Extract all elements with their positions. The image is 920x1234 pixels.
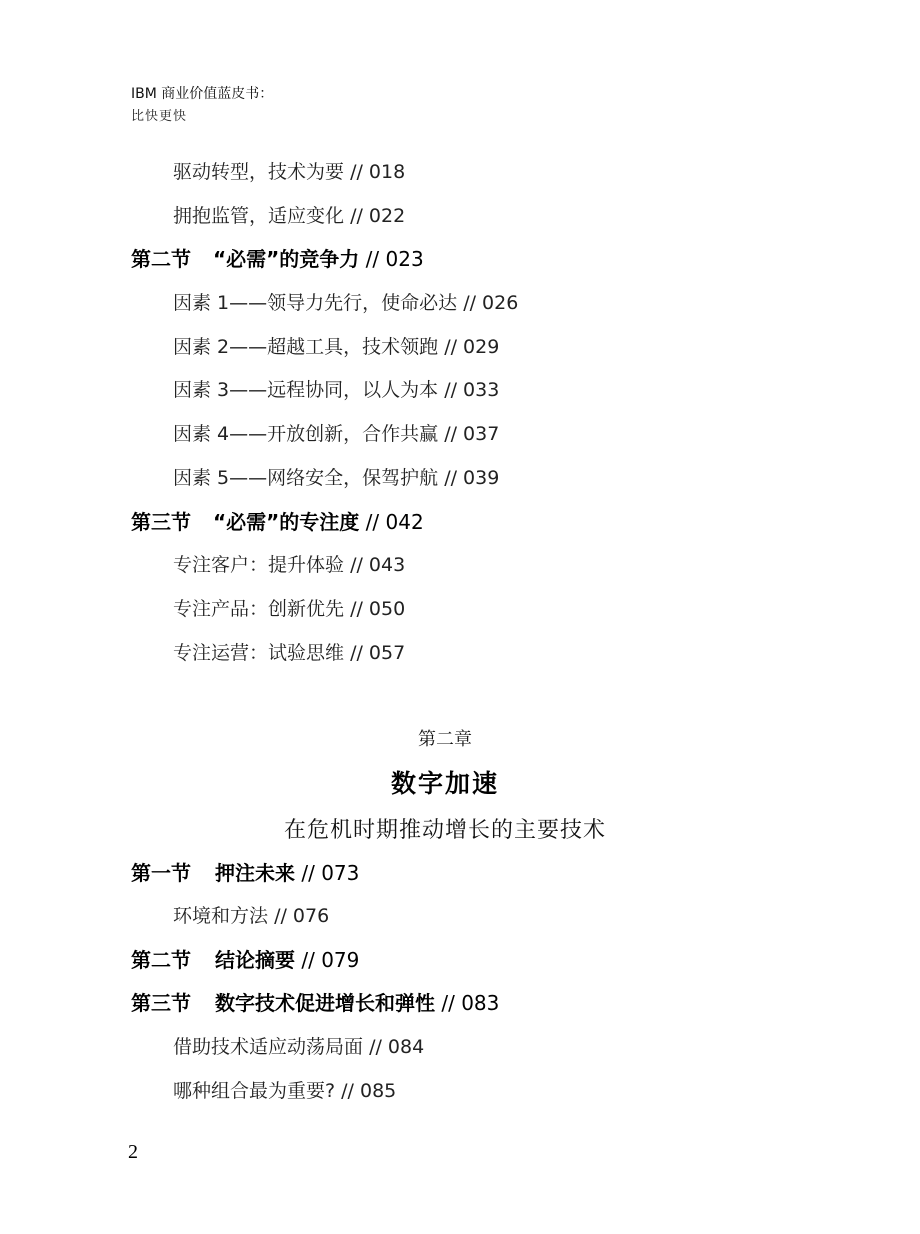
section-title: “必需”的竞争力 — [213, 247, 360, 271]
toc-entry-text: 拥抱监管，适应变化 — [173, 205, 345, 227]
toc-entry-text: 因素 2——超越工具，技术领跑 — [173, 336, 439, 358]
toc-section-heading[interactable] — [131, 508, 424, 536]
toc-section-heading[interactable] — [131, 859, 359, 887]
toc-entry[interactable] — [173, 376, 499, 404]
toc-entry[interactable] — [173, 551, 405, 579]
toc-entry-text: 专注客户：提升体验 — [173, 554, 345, 576]
toc-entry[interactable] — [173, 202, 405, 230]
toc-entry-text: 因素 5——网络安全，保驾护航 — [173, 467, 439, 489]
toc-entry-page: // 050 — [350, 598, 406, 620]
toc-entry-text: 借助技术适应动荡局面 — [173, 1036, 364, 1058]
chapter-title: 数字加速 — [390, 769, 499, 798]
toc-section-heading[interactable] — [131, 245, 424, 273]
toc-entry[interactable] — [173, 1033, 424, 1061]
toc-entry[interactable] — [173, 639, 405, 667]
section-label: 第二节 — [131, 247, 191, 271]
toc-entry-text: 因素 1——领导力先行，使命必达 — [173, 292, 458, 314]
section-page: // 023 — [365, 247, 424, 271]
toc-entry-text: 哪种组合最为重要? — [173, 1080, 336, 1102]
section-label: 第二节 — [131, 948, 191, 972]
book-title: IBM 商业价值蓝皮书： — [131, 86, 274, 102]
toc-entry-page: // 022 — [350, 205, 406, 227]
toc-entry-text: 环境和方法 — [173, 905, 269, 927]
toc-section-heading[interactable] — [131, 989, 499, 1017]
page-number: 2 — [128, 1141, 138, 1163]
toc-entry[interactable] — [173, 595, 405, 623]
section-label: 第一节 — [131, 861, 191, 885]
book-subtitle: 比快更快 — [131, 109, 188, 124]
toc-section-heading[interactable] — [131, 946, 359, 974]
toc-entry-text: 驱动转型，技术为要 — [173, 161, 345, 183]
toc-entry[interactable] — [173, 333, 499, 361]
toc-entry-text: 专注产品：创新优先 — [173, 598, 345, 620]
toc-entry[interactable] — [173, 902, 329, 930]
section-title: “必需”的专注度 — [213, 510, 360, 534]
toc-entry[interactable] — [173, 158, 405, 186]
section-page: // 083 — [441, 991, 500, 1015]
section-page: // 073 — [301, 861, 360, 885]
chapter-subtitle: 在危机时期推动增长的主要技术 — [283, 818, 606, 843]
chapter-label: 第二章 — [418, 729, 472, 750]
section-page: // 042 — [365, 510, 424, 534]
section-label: 第三节 — [131, 991, 191, 1015]
toc-entry[interactable] — [173, 464, 499, 492]
toc-entry-page: // 043 — [350, 554, 406, 576]
toc-entry-page: // 039 — [444, 467, 500, 489]
running-header — [131, 84, 273, 127]
section-title: 结论摘要 — [215, 948, 295, 972]
toc-entry[interactable] — [173, 420, 499, 448]
toc-entry-page: // 076 — [274, 905, 330, 927]
section-label: 第三节 — [131, 510, 191, 534]
toc-entry-page: // 033 — [444, 379, 500, 401]
section-title: 数字技术促进增长和弹性 — [215, 991, 435, 1015]
toc-entry-page: // 029 — [444, 336, 500, 358]
toc-entry-page: // 084 — [369, 1036, 425, 1058]
section-page: // 079 — [301, 948, 360, 972]
toc-entry-text: 专注运营：试验思维 — [173, 642, 345, 664]
toc-entry-text: 因素 3——远程协同，以人为本 — [173, 379, 439, 401]
toc-entry-page: // 018 — [350, 161, 406, 183]
toc-entry[interactable] — [173, 289, 518, 317]
toc-entry-page: // 085 — [341, 1080, 397, 1102]
section-title: 押注未来 — [215, 861, 295, 885]
toc-entry-page: // 026 — [463, 292, 519, 314]
toc-entry-page: // 037 — [444, 423, 500, 445]
toc-entry-page: // 057 — [350, 642, 406, 664]
toc-entry[interactable] — [173, 1077, 396, 1105]
toc-entry-text: 因素 4——开放创新，合作共赢 — [173, 423, 439, 445]
